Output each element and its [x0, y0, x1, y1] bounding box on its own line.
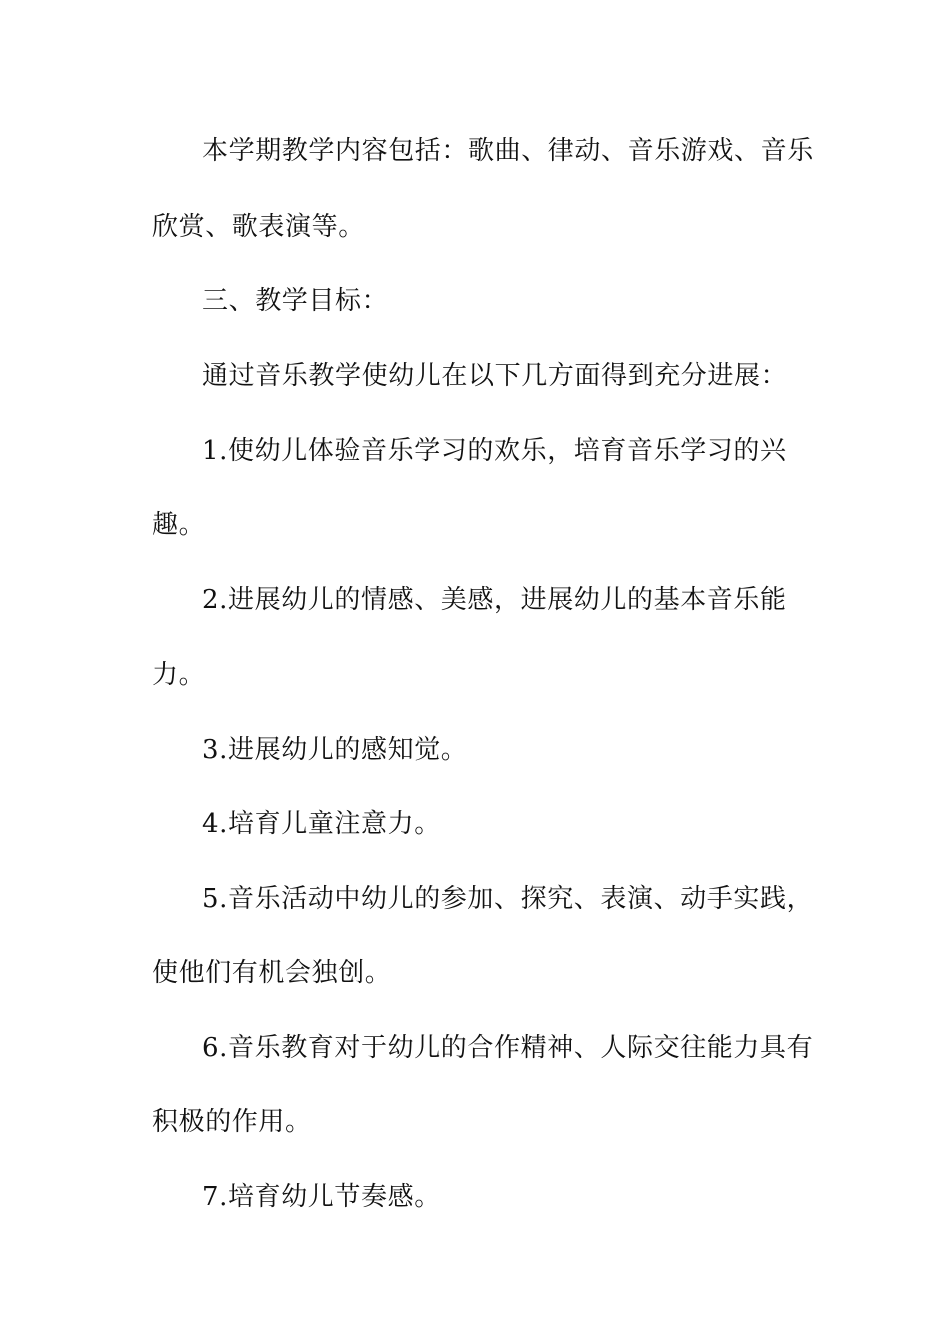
paragraph-content-line-2: 欣赏、歌表演等。 [152, 212, 365, 242]
list-item-3: 3.进展幼儿的感知觉。 [202, 735, 468, 765]
list-item-6-line-2: 积极的作用。 [152, 1107, 312, 1137]
paragraph-intro: 通过音乐教学使幼儿在以下几方面得到充分进展： [202, 361, 788, 391]
list-item-4: 4.培育儿童注意力。 [202, 809, 441, 839]
list-item-7: 7.培育幼儿节奏感。 [202, 1182, 441, 1212]
list-item-5-line-1: 5.音乐活动中幼儿的参加、探究、表演、动手实践， [202, 884, 814, 914]
paragraph-content-line-1: 本学期教学内容包括：歌曲、律动、音乐游戏、音乐 [202, 136, 814, 166]
list-item-6-line-1: 6.音乐教育对于幼儿的合作精神、人际交往能力具有 [202, 1033, 814, 1063]
list-item-2-line-1: 2.进展幼儿的情感、美感，进展幼儿的基本音乐能 [202, 585, 787, 615]
list-item-1-line-2: 趣。 [152, 510, 206, 540]
list-item-1-line-1: 1.使幼儿体验音乐学习的欢乐，培育音乐学习的兴 [202, 436, 787, 466]
list-item-2-line-2: 力。 [152, 660, 206, 690]
section-heading-objectives: 三、教学目标： [202, 286, 389, 316]
list-item-5-line-2: 使他们有机会独创。 [152, 958, 392, 988]
